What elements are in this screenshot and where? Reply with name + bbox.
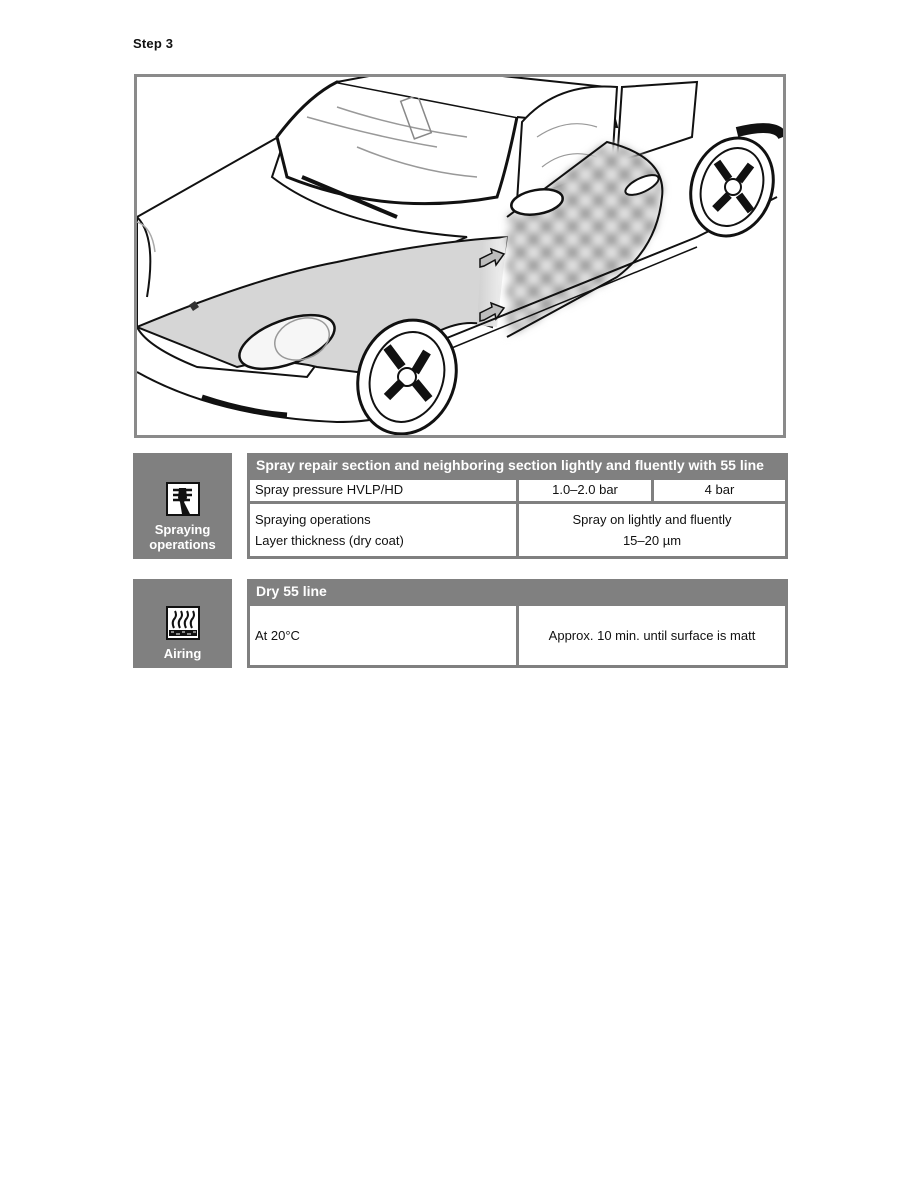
spraying-labels-cell (250, 504, 516, 556)
airing-duration-cell (519, 606, 785, 665)
arrow-right-icon (478, 301, 508, 327)
spraying-label-1: Spraying (154, 522, 211, 537)
spraying-operations-value: Spray on lightly and fluently (572, 512, 732, 527)
spray-pressure-label: Spray pressure HVLP/HD (255, 482, 404, 497)
spraying-operations-panel (133, 453, 232, 559)
airing-duration-value: Approx. 10 min. until surface is matt (548, 628, 756, 643)
airing-label: Airing (163, 646, 202, 661)
step-title: Step 3 (133, 36, 174, 51)
car-illustration (134, 74, 786, 438)
airing-panel (133, 579, 232, 668)
spray-gun-icon (166, 482, 200, 516)
airing-table-header: Dry 55 line (256, 583, 327, 599)
arrow-right-icon (478, 247, 508, 273)
airing-condition-label: At 20°C (255, 628, 300, 643)
layer-thickness-value: 15–20 µm (622, 533, 682, 548)
spray-pressure-hvlp-value: 1.0–2.0 bar (552, 482, 618, 497)
airing-table (247, 579, 788, 668)
spray-pressure-hd-cell (654, 480, 785, 501)
spraying-table-header: Spray repair section and neighboring section lightly and fluently with 55 line (256, 457, 764, 473)
spray-pressure-hd-value: 4 bar (704, 482, 735, 497)
spraying-operations-label: Spraying operations (255, 512, 371, 527)
spray-pressure-label-cell (250, 480, 516, 501)
layer-thickness-label: Layer thickness (dry coat) (255, 533, 404, 548)
spraying-label-2: operations (149, 537, 216, 552)
airing-condition-cell (250, 606, 516, 665)
spray-pressure-hvlp-cell (519, 480, 651, 501)
car-drawing (137, 77, 783, 435)
spraying-table (247, 453, 788, 559)
spraying-values-cell (519, 504, 785, 556)
heat-airing-icon (166, 606, 200, 640)
